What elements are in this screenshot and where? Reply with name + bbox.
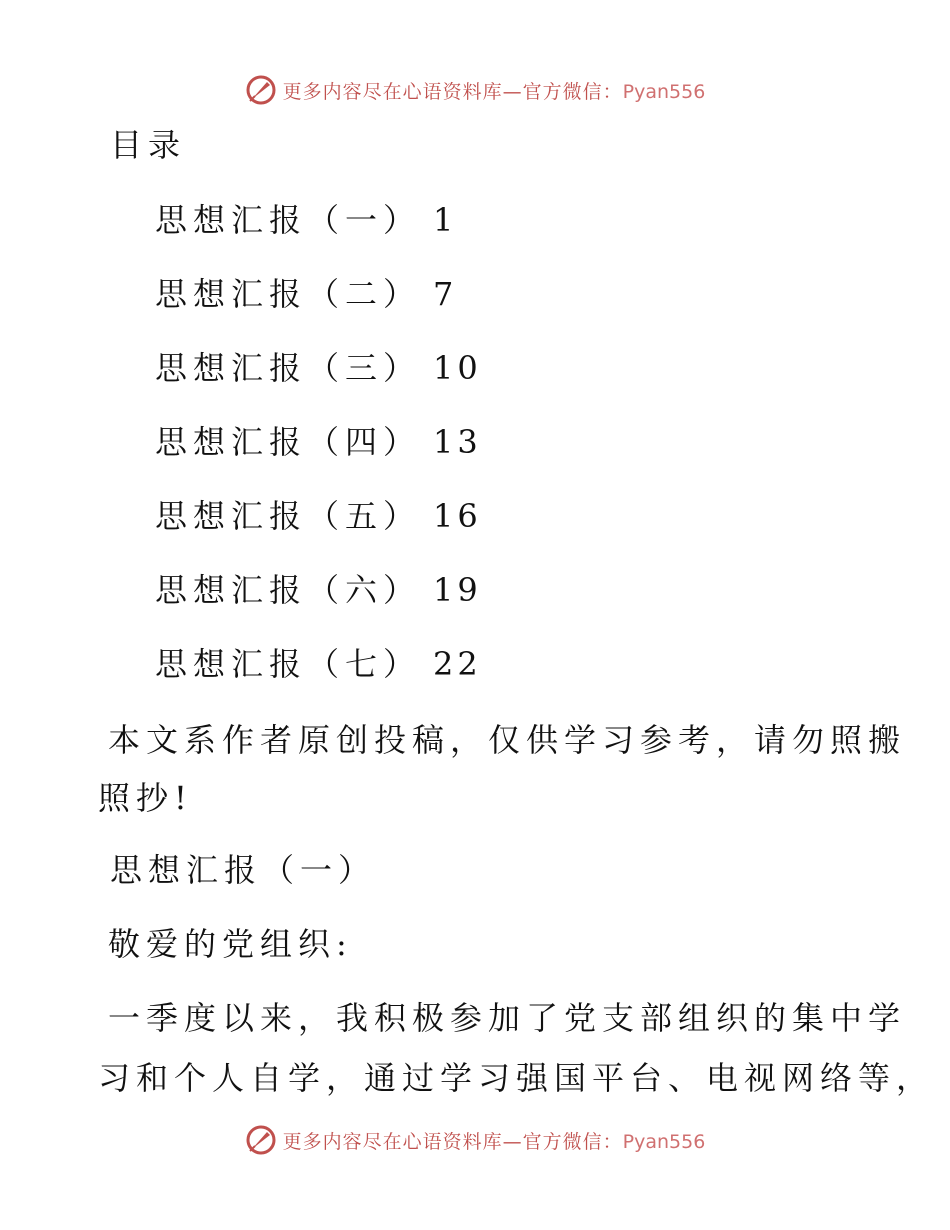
watermark-text: 更多内容尽在心语资料库—官方微信：Pyan556 xyxy=(282,1130,706,1153)
salutation: 敬爱的党组织: xyxy=(108,925,353,963)
toc-item-page: 13 xyxy=(433,423,482,461)
toc-item-page: 10 xyxy=(433,349,482,387)
toc-item-page: 19 xyxy=(433,571,482,609)
watermark-account: Pyan556 xyxy=(622,80,706,103)
feather-pen-logo-icon xyxy=(245,1124,277,1156)
section-title: 思想汇报（一） xyxy=(110,851,377,889)
toc-item-title: 思想汇报（一） xyxy=(155,201,422,239)
toc-item-title: 思想汇报（二） xyxy=(155,275,422,313)
toc-item-title: 思想汇报（四） xyxy=(155,423,422,461)
notice-line-1: 本文系作者原创投稿，仅供学习参考，请勿照搬 xyxy=(108,721,907,759)
toc-item-title: 思想汇报（三） xyxy=(155,349,422,387)
body-line-2: 习和个人自学，通过学习强国平台、电视网络等， xyxy=(98,1059,935,1097)
toc-heading: 目录 xyxy=(110,126,187,164)
footer-watermark xyxy=(0,1120,950,1160)
toc-item-page: 7 xyxy=(433,275,458,313)
notice-line-2: 照抄! xyxy=(98,779,193,817)
toc-item-title: 思想汇报（七） xyxy=(155,645,422,683)
header-watermark xyxy=(0,70,950,110)
toc-item-page: 16 xyxy=(433,497,482,535)
body-line-1: 一季度以来，我积极参加了党支部组织的集中学 xyxy=(108,999,907,1037)
feather-pen-logo-icon xyxy=(245,74,277,106)
toc-item-title: 思想汇报（五） xyxy=(155,497,422,535)
toc-item-title: 思想汇报（六） xyxy=(155,571,422,609)
toc-item-page: 22 xyxy=(433,645,482,683)
watermark-text: 更多内容尽在心语资料库—官方微信：Pyan556 xyxy=(282,80,706,103)
watermark-account: Pyan556 xyxy=(622,1130,706,1153)
toc-item-page: 1 xyxy=(433,201,458,239)
